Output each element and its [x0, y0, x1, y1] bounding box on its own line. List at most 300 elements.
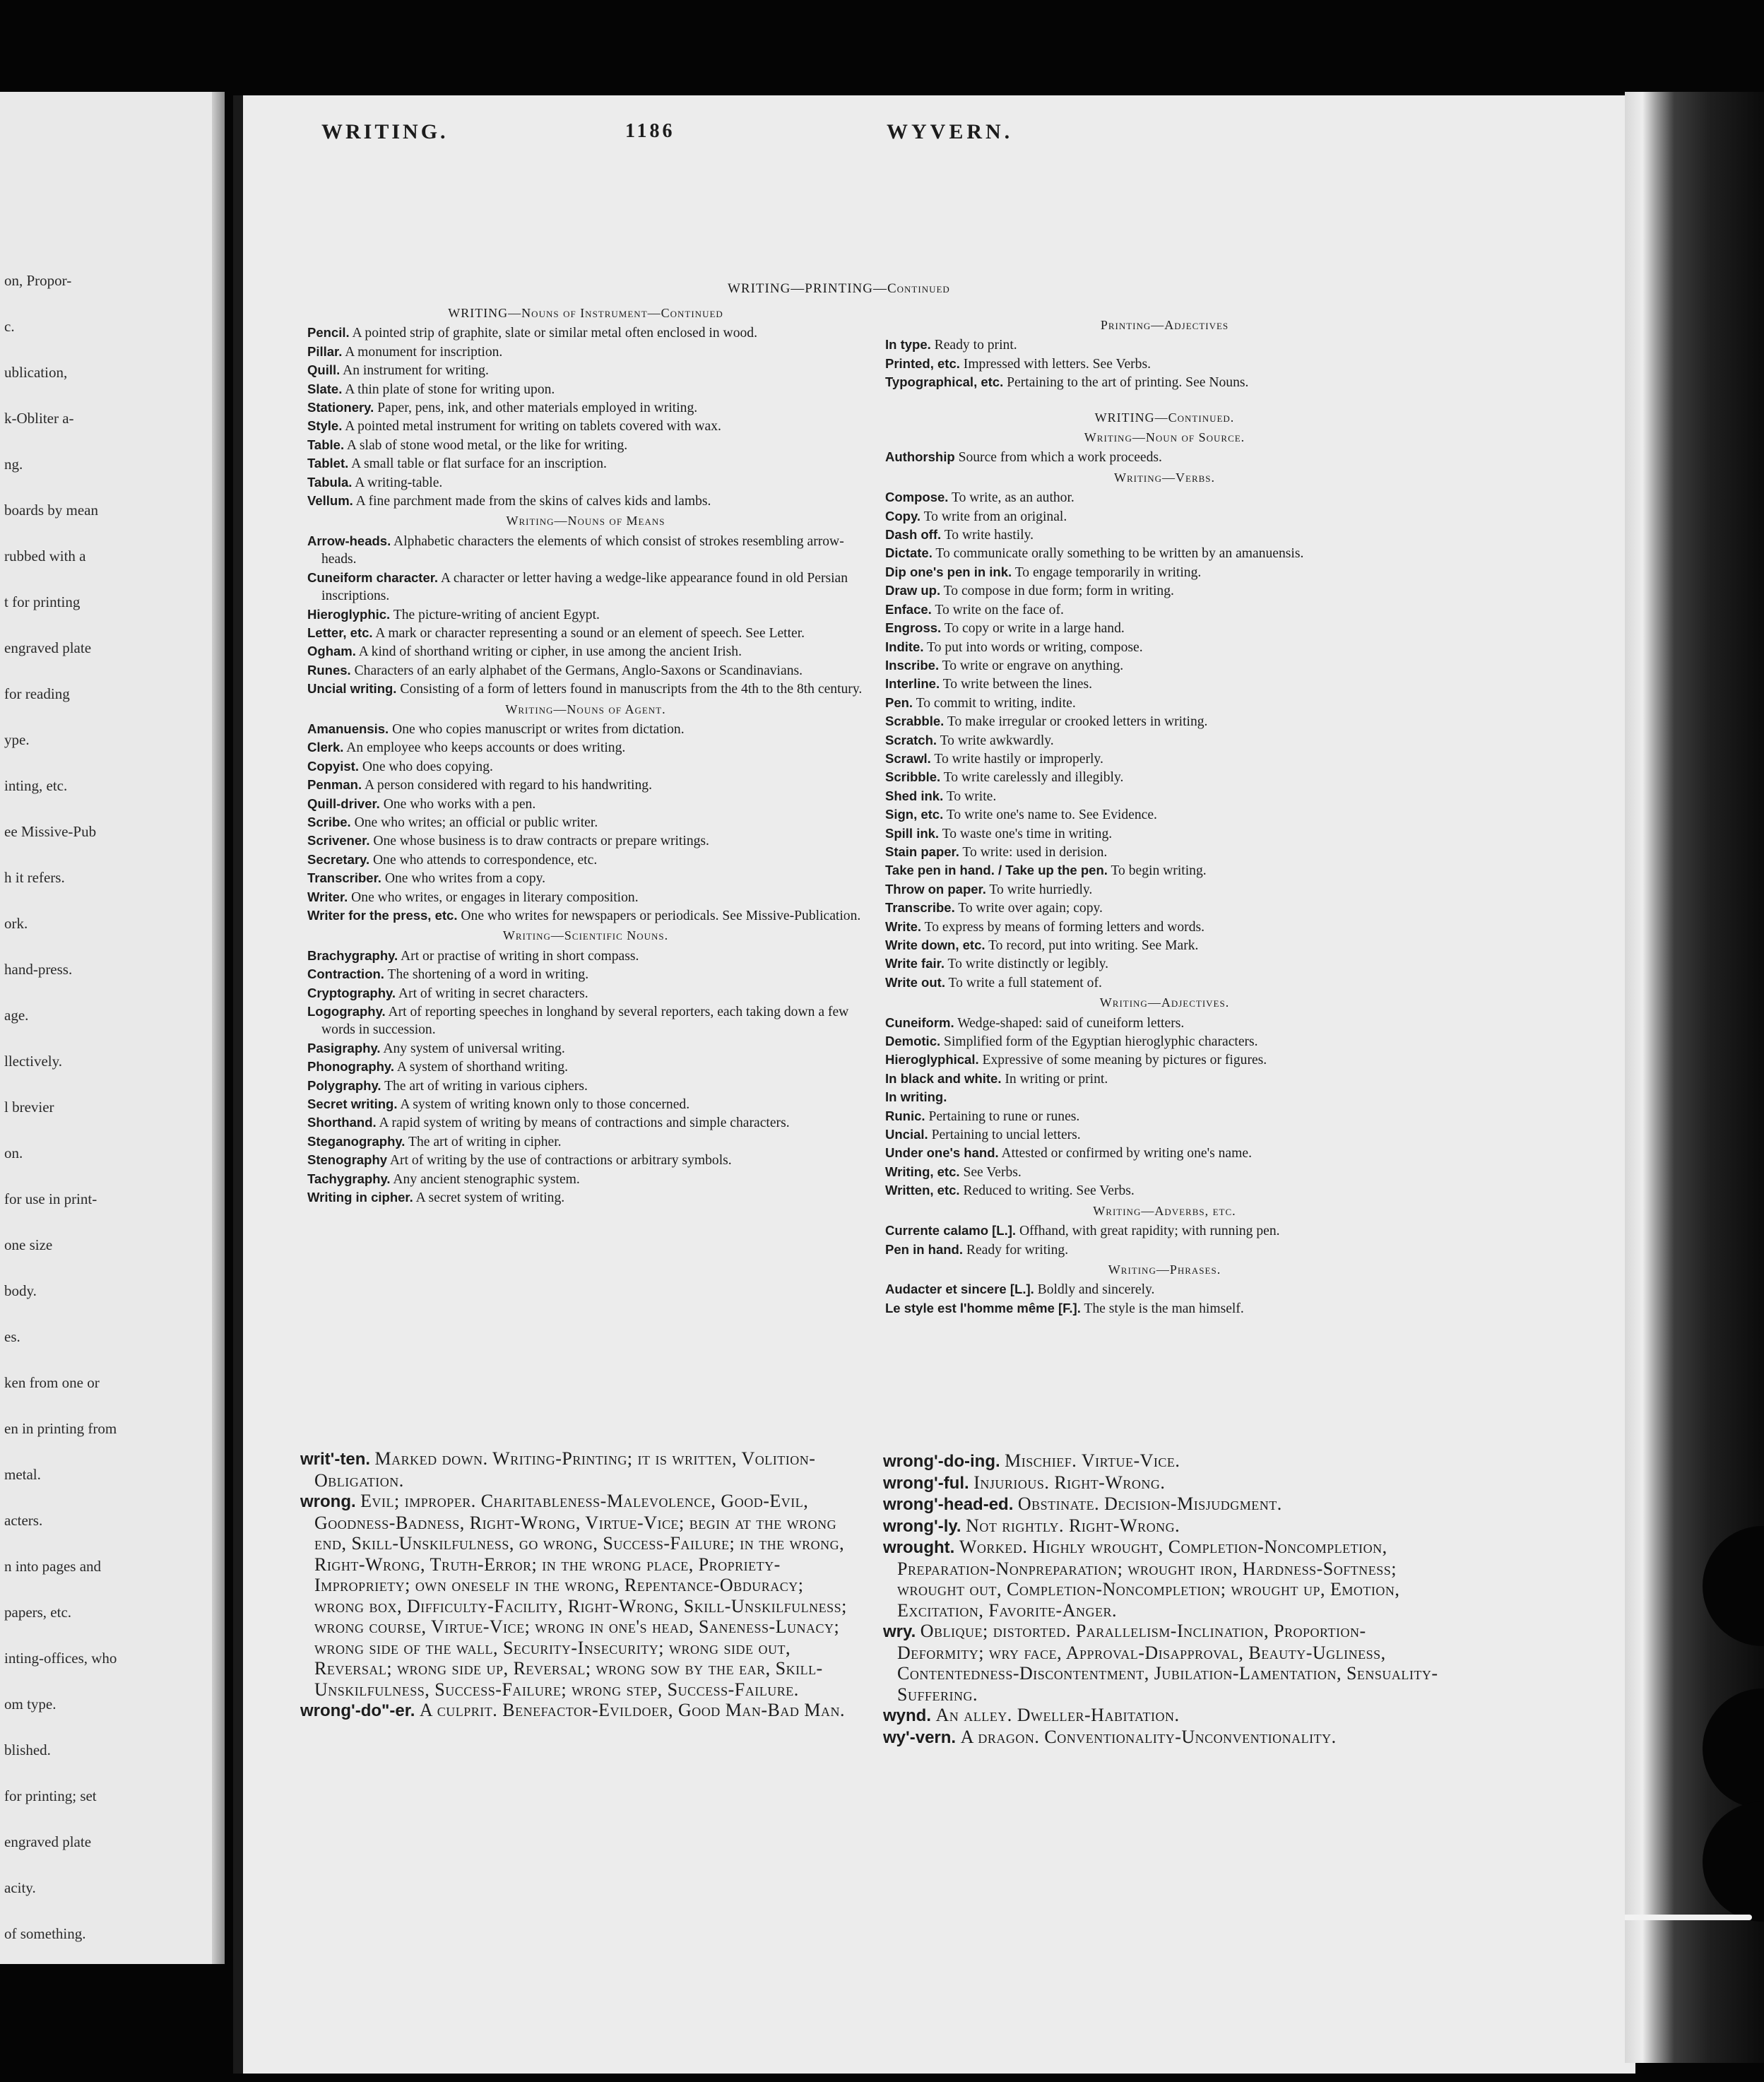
- entry-definition: A pointed strip of graphite, slate or similar metal often enclosed in wood.: [352, 326, 757, 341]
- column-right: [885, 314, 1444, 1318]
- entry-term: Style.: [307, 418, 343, 434]
- dictionary-entry: [307, 1132, 864, 1151]
- entry-term: Pencil.: [307, 325, 350, 341]
- entry-definition: To write carelessly and illegibly.: [943, 770, 1124, 786]
- dictionary-entry: [885, 448, 1444, 466]
- dictionary-entry: [885, 787, 1444, 805]
- facing-page-fragment: age.: [4, 1007, 29, 1024]
- dictionary-entry: [307, 454, 864, 473]
- entry-term: Arrow-heads.: [307, 533, 391, 548]
- entry-definition: A pointed metal instrument for writing on tablets covered with wax.: [345, 419, 721, 434]
- headword-entry: [883, 1727, 1448, 1749]
- entry-definition: One who copies manuscript or writes from dictation.: [392, 721, 685, 737]
- entry-term: Brachygraphy.: [307, 947, 398, 963]
- entry-definition: To commit to writing, indite.: [916, 695, 1076, 711]
- entry-definition: One who writes for newspapers or periodicals. See Missive-Publication.: [461, 909, 861, 923]
- cross-reference-text: Not rightly. Right-Wrong.: [966, 1515, 1180, 1536]
- entry-term: Pen in hand.: [885, 1241, 963, 1257]
- entry-term: Polygraphy.: [307, 1077, 381, 1093]
- entry-term: Write out.: [885, 974, 945, 990]
- facing-page-fragment: l brevier: [4, 1099, 54, 1116]
- entry-definition: A slab of stone wood metal, or the like for writing.: [346, 437, 628, 453]
- dictionary-entry: [885, 526, 1444, 544]
- main-entries-right: [883, 1450, 1448, 1748]
- facing-page: [0, 92, 225, 1964]
- cross-reference-text: Marked down. Writing-Printing; it is written, Volition-Obligation.: [314, 1448, 816, 1491]
- dictionary-entry: [307, 1058, 864, 1076]
- entry-definition: To write: used in derision.: [962, 844, 1108, 860]
- dictionary-entry: [307, 1151, 864, 1169]
- entry-term: Enface.: [885, 601, 932, 617]
- entry-term: Logography.: [307, 1004, 386, 1019]
- dictionary-entry: [885, 563, 1444, 581]
- headword: wrong'-ful.: [883, 1473, 969, 1493]
- facing-page-fragment: n into pages and: [4, 1558, 102, 1575]
- page-marker: [1625, 1915, 1752, 1920]
- entry-term: Demotic.: [885, 1034, 941, 1049]
- entry-definition: One who works with a pen.: [383, 796, 536, 812]
- headword-entry: [300, 1700, 851, 1722]
- entry-term: Engross.: [885, 620, 942, 636]
- entry-definition: The style is the man himself.: [1084, 1301, 1244, 1316]
- dictionary-entry: [307, 888, 864, 906]
- dictionary-entry: [307, 661, 864, 680]
- entry-definition: Expressive of some meaning by pictures or figures.: [982, 1053, 1267, 1068]
- headword: wrong.: [300, 1492, 356, 1511]
- thumb-index-tab[interactable]: [1703, 1688, 1764, 1809]
- dictionary-entry: [885, 1014, 1444, 1032]
- entry-term: Draw up.: [885, 583, 941, 598]
- entry-term: Secretary.: [307, 851, 370, 867]
- thumb-index-tab[interactable]: [1703, 1802, 1764, 1922]
- entry-term: Dip one's pen in ink.: [885, 564, 1012, 579]
- entry-definition: To compose in due form; form in writing.: [943, 584, 1174, 599]
- entry-definition: Paper, pens, ink, and other materials employed in writing.: [377, 401, 698, 416]
- entry-group: [885, 336, 1444, 391]
- entry-term: Scrivener.: [307, 833, 370, 848]
- entry-term: Spill ink.: [885, 825, 940, 841]
- entry-group: [885, 448, 1444, 466]
- entry-term: Scribble.: [885, 769, 941, 785]
- dictionary-entry: [885, 544, 1444, 562]
- cross-reference-text: Injurious. Right-Wrong.: [973, 1472, 1166, 1493]
- entry-term: Dictate.: [885, 545, 933, 561]
- headword: wrong'-ly.: [883, 1516, 961, 1536]
- dictionary-entry: [307, 965, 864, 983]
- entry-term: Runic.: [885, 1108, 925, 1123]
- entry-term: Clerk.: [307, 740, 344, 755]
- entry-definition: A system of writing known only to those concerned.: [400, 1097, 690, 1113]
- dictionary-entry: [885, 694, 1444, 712]
- dictionary-entry: [307, 1077, 864, 1095]
- entry-definition: A secret system of writing.: [415, 1190, 565, 1206]
- dictionary-entry: [307, 1002, 864, 1039]
- facing-page-fragment: for reading: [4, 685, 70, 702]
- dictionary-entry: [307, 851, 864, 869]
- page-number: 1186: [625, 120, 675, 142]
- cross-reference-text: An alley. Dweller-Habitation.: [935, 1705, 1180, 1725]
- entry-term: Indite.: [885, 639, 924, 654]
- dictionary-entry: [885, 1181, 1444, 1200]
- entry-term: Write down, etc.: [885, 938, 985, 952]
- facing-page-fragment: for printing; set: [4, 1787, 97, 1804]
- headword: wy'-vern.: [883, 1727, 957, 1747]
- entry-definition: To express by means of forming letters and words.: [924, 919, 1205, 935]
- entry-term: Amanuensis.: [307, 721, 389, 736]
- entry-definition: The art of writing in cipher.: [408, 1134, 562, 1149]
- facing-page-fragment: for use in print-: [4, 1190, 97, 1207]
- entry-term: Writer.: [307, 889, 348, 904]
- entry-term: Slate.: [307, 381, 343, 396]
- entry-definition: Offhand, with great rapidity; with running pen.: [1019, 1224, 1280, 1239]
- entry-definition: Any system of universal writing.: [383, 1041, 565, 1056]
- entry-term: Pasigraphy.: [307, 1040, 381, 1055]
- dictionary-entry: [307, 984, 864, 1002]
- facing-page-fragment: om type.: [4, 1696, 57, 1713]
- dictionary-entry: [885, 619, 1444, 637]
- entry-definition: Consisting of a form of letters found in manuscripts from the 4th to the 8th century.: [400, 682, 863, 697]
- entry-definition: Pertaining to the art of printing. See Nouns.: [1007, 375, 1249, 391]
- dictionary-entry: [307, 361, 864, 379]
- dictionary-entry: [885, 1241, 1444, 1259]
- entry-definition: A monument for inscription.: [345, 344, 503, 360]
- entry-definition: A mark or character representing a sound or an element of speech. See Letter.: [375, 625, 805, 641]
- entry-term: Scrabble.: [885, 714, 945, 729]
- entry-term: Writing in cipher.: [307, 1190, 413, 1205]
- dictionary-entry: [885, 675, 1444, 693]
- facing-page-fragment: c.: [4, 318, 15, 335]
- headword: wrought.: [883, 1538, 955, 1557]
- entry-definition: One whose business is to draw contracts or prepare writings.: [373, 834, 709, 849]
- entry-definition: Pertaining to rune or runes.: [928, 1108, 1080, 1124]
- dictionary-entry: [885, 355, 1444, 373]
- entry-term: Letter, etc.: [307, 625, 373, 640]
- entry-term: Currente calamo [L.].: [885, 1223, 1017, 1238]
- facing-page-fragment: blished.: [4, 1741, 51, 1758]
- entry-term: Stain paper.: [885, 844, 959, 859]
- entry-definition: To write one's name to. See Evidence.: [946, 808, 1157, 823]
- section-heading: Writing—Nouns of Agent.: [505, 702, 666, 716]
- dictionary-entry: [885, 731, 1444, 750]
- dictionary-entry: [307, 947, 864, 965]
- entry-definition: Ready for writing.: [966, 1242, 1069, 1258]
- entry-term: Sign, etc.: [885, 807, 944, 822]
- entry-term: Compose.: [885, 490, 949, 505]
- entry-term: Hieroglyphic.: [307, 606, 391, 622]
- dictionary-entry: [307, 680, 864, 698]
- entry-definition: A person considered with regard to his handwriting.: [364, 778, 652, 793]
- headword: wynd.: [883, 1706, 932, 1725]
- entry-definition: An instrument for writing.: [343, 363, 489, 379]
- entry-definition: To write hastily.: [944, 528, 1034, 543]
- dictionary-entry: [885, 750, 1444, 768]
- facing-page-fragment: ype.: [4, 731, 30, 748]
- entry-term: Contraction.: [307, 966, 384, 982]
- entry-definition: A fine parchment made from the skins of calves kids and lambs.: [355, 494, 711, 509]
- entry-term: Write.: [885, 918, 922, 934]
- dictionary-entry: [307, 1188, 864, 1207]
- dictionary-entry: [307, 776, 864, 794]
- entry-definition: See Verbs.: [963, 1164, 1022, 1180]
- dictionary-entry: [307, 1170, 864, 1188]
- facing-page-fragment: hand-press.: [4, 961, 73, 978]
- dictionary-entry: [885, 1280, 1444, 1299]
- entry-definition: To write over again; copy.: [958, 901, 1103, 916]
- entry-group: [307, 324, 864, 510]
- column-left: [307, 302, 864, 1207]
- entry-definition: To write awkwardly.: [940, 733, 1054, 748]
- dictionary-entry: [307, 473, 864, 492]
- entry-term: Hieroglyphical.: [885, 1052, 979, 1067]
- entry-definition: An employee who keeps accounts or does writing.: [346, 740, 626, 756]
- entry-group: [885, 488, 1444, 992]
- entry-term: Inscribe.: [885, 657, 940, 673]
- entry-definition: A character or letter having a wedge-like appearance found in old Persian inscriptions.: [321, 570, 848, 604]
- guide-word-left: WRITING.: [321, 120, 449, 143]
- entry-definition: Impressed with letters. See Verbs.: [963, 356, 1151, 372]
- headword-entry: [883, 1537, 1448, 1621]
- dictionary-entry: [885, 1107, 1444, 1125]
- dictionary-entry: [307, 380, 864, 398]
- entry-group: [307, 947, 864, 1207]
- entry-term: Under one's hand.: [885, 1145, 999, 1161]
- entry-definition: One who writes, or engages in literary composition.: [351, 889, 639, 905]
- entry-term: Cryptography.: [307, 985, 396, 1000]
- entry-definition: To write from an original.: [923, 509, 1067, 524]
- entry-definition: Attested or confirmed by writing one's name.: [1001, 1146, 1252, 1161]
- entry-definition: Simplified form of the Egyptian hieroglyphic characters.: [944, 1034, 1258, 1050]
- cross-reference-text: Evil; improper. Charitableness-Malevolence, Good-Evil, Goodness-Badness, Right-Wrong, Virtue-Vice; begin at the wrong end, Skill-Unskilfulness, go wrong, Success-Failure; in the wrong, Right-Wrong, Truth-Error; in the wrong place, Propriety-Impropriety; own oneself in the wrong, Repentance-Obduracy; wrong box, Difficulty-Facility, Right-Wrong, Skill-Unskilfulness; wrong course, Virtue-Vice; wrong in one's head, Saneness-Lunacy; wrong side of the wall, Security-Insecurity; wrong side out, Reversal; wrong side up, Reversal; wrong sow by the ear, Skill-Unskilfulness, Success-Failure; wrong step, Success-Failure.: [314, 1491, 847, 1700]
- dictionary-entry: [307, 757, 864, 776]
- entry-definition: To put into words or writing, compose.: [927, 639, 1143, 655]
- entry-definition: To write or engrave on anything.: [942, 658, 1124, 673]
- entry-term: Shed ink.: [885, 788, 944, 803]
- dictionary-entry: [307, 795, 864, 813]
- thumb-index-tab[interactable]: [1703, 1526, 1764, 1646]
- dictionary-entry: [307, 832, 864, 850]
- entry-term: Written, etc.: [885, 1183, 960, 1198]
- entry-definition: One who writes from a copy.: [384, 871, 546, 887]
- section-heading: Printing—Adjectives: [1100, 318, 1229, 332]
- dictionary-entry: [885, 488, 1444, 507]
- headword: wry.: [883, 1622, 916, 1641]
- facing-page-fragment: papers, etc.: [4, 1604, 72, 1621]
- entry-term: Copy.: [885, 508, 921, 524]
- entry-term: Tablet.: [307, 456, 349, 471]
- entry-term: Scribe.: [307, 814, 351, 829]
- cross-reference-text: A culprit. Benefactor-Evildoer, Good Man-Bad Man.: [419, 1700, 845, 1720]
- entry-definition: To write a full statement of.: [948, 975, 1102, 990]
- dictionary-entry: [885, 1125, 1444, 1144]
- entry-term: Writing, etc.: [885, 1164, 960, 1179]
- entry-term: Tachygraphy.: [307, 1171, 391, 1186]
- entry-term: Authorship: [885, 449, 955, 465]
- dictionary-entry: [885, 1299, 1444, 1318]
- headword: wrong'-head-ed.: [883, 1495, 1014, 1514]
- entry-definition: One who attends to correspondence, etc.: [373, 852, 598, 868]
- entry-definition: The art of writing in various ciphers.: [384, 1078, 588, 1094]
- entry-definition: Art or practise of writing in short compass.: [401, 948, 639, 964]
- dictionary-entry: [307, 869, 864, 887]
- cross-reference-text: A dragon. Conventionality-Unconventionality.: [960, 1726, 1337, 1747]
- entry-definition: Art of writing in secret characters.: [398, 986, 588, 1001]
- entry-definition: Characters of an early alphabet of the Germans, Anglo-Saxons or Scandinavians.: [354, 663, 803, 678]
- dictionary-entry: [885, 601, 1444, 619]
- dictionary-entry: [885, 843, 1444, 861]
- entry-term: Scratch.: [885, 732, 937, 747]
- headword-entry: [300, 1491, 851, 1700]
- dictionary-entry: [307, 720, 864, 738]
- entry-definition: To write distinctly or legibly.: [947, 957, 1109, 972]
- dictionary-entry: [307, 398, 864, 417]
- entry-definition: To record, put into writing. See Mark.: [988, 938, 1199, 953]
- entry-term: Le style est l'homme même [F.].: [885, 1300, 1081, 1315]
- entry-term: In type.: [885, 337, 931, 353]
- facing-page-fragment: ng.: [4, 456, 23, 473]
- headword-entry: [300, 1448, 851, 1491]
- facing-page-fragment: boards by mean: [4, 502, 98, 519]
- dictionary-entry: [885, 861, 1444, 880]
- entry-definition: A rapid system of writing by means of contractions and simple characters.: [379, 1116, 790, 1131]
- dictionary-entry: [307, 813, 864, 832]
- entry-term: Copyist.: [307, 758, 359, 774]
- dictionary-entry: [885, 974, 1444, 992]
- facing-page-fragment: acters.: [4, 1512, 43, 1529]
- entry-term: Table.: [307, 437, 345, 452]
- entry-term: Ogham.: [307, 644, 356, 659]
- entry-definition: Boldly and sincerely.: [1037, 1282, 1155, 1298]
- entry-term: Printed, etc.: [885, 355, 960, 371]
- dictionary-entry: [307, 1113, 864, 1132]
- dictionary-entry: [307, 642, 864, 661]
- facing-page-fragment: k-Obliter a-: [4, 410, 74, 427]
- entry-definition: Reduced to writing. See Verbs.: [963, 1183, 1135, 1199]
- cross-reference-text: Obstinate. Decision-Misjudgment.: [1017, 1494, 1282, 1514]
- entry-group: [307, 720, 864, 925]
- entry-definition: A system of shorthand writing.: [396, 1060, 569, 1075]
- entry-group: [307, 532, 864, 699]
- cross-reference-text: Mischief. Virtue-Vice.: [1005, 1450, 1180, 1471]
- entry-definition: In writing or print.: [1005, 1071, 1108, 1087]
- entry-definition: The shortening of a word in writing.: [387, 967, 589, 983]
- headword: writ'-ten.: [300, 1450, 371, 1469]
- dictionary-entry: [307, 906, 864, 925]
- entry-term: Typographical, etc.: [885, 374, 1004, 390]
- facing-page-fragment: inting, etc.: [4, 777, 68, 794]
- facing-page-fragment: on, Propor-: [4, 272, 72, 289]
- facing-page-fragment: of something.: [4, 1925, 86, 1942]
- dictionary-entry: [307, 492, 864, 510]
- dictionary-entry: [307, 569, 864, 605]
- cross-reference-text: Oblique; distorted. Parallelism-Inclination, Proportion-Deformity; wry face, Approval-Disapproval, Beauty-Ugliness, Contentedness-Discontentment, Jubilation-Lamentation, Sensuality-Suffering.: [897, 1621, 1438, 1705]
- entry-definition: To write, as an author.: [951, 490, 1075, 506]
- entry-term: Quill.: [307, 362, 341, 378]
- dictionary-entry: [885, 656, 1444, 675]
- facing-page-fragment: t for printing: [4, 593, 81, 610]
- headword-entry: [883, 1472, 1448, 1494]
- entry-term: Tabula.: [307, 474, 353, 490]
- entry-definition: A small table or flat surface for an inscription.: [351, 456, 607, 472]
- entry-term: Cuneiform character.: [307, 569, 439, 585]
- entry-term: Cuneiform.: [885, 1015, 954, 1030]
- facing-page-fragment: en in printing from: [4, 1420, 117, 1437]
- entry-definition: One who writes; an official or public writer.: [354, 815, 598, 830]
- dictionary-entry: [885, 507, 1444, 526]
- entry-definition: To begin writing.: [1111, 863, 1207, 879]
- entry-term: Runes.: [307, 662, 351, 678]
- section-heading: Writing—Adjectives.: [1099, 995, 1230, 1010]
- dictionary-entry: [307, 624, 864, 642]
- section-heading: Writing—Noun of Source.: [1084, 430, 1245, 445]
- facing-page-fragment: metal.: [4, 1466, 41, 1483]
- entry-definition: Any ancient stenographic system.: [393, 1171, 580, 1187]
- entry-definition: Art of reporting speeches in longhand by several reporters, each taking down a few words in succession.: [321, 1005, 849, 1038]
- dictionary-entry: [885, 1070, 1444, 1088]
- dictionary-entry: [885, 581, 1444, 600]
- cross-reference-text: Worked. Highly wrought, Completion-Noncompletion, Preparation-Nonpreparation; wrought iron, Hardness-Softness; wrought out, Completion-Noncompletion; wrought up, Emotion, Excitation, Favorite-Anger.: [897, 1537, 1400, 1621]
- entry-term: Audacter et sincere [L.].: [885, 1282, 1034, 1297]
- dictionary-entry: [885, 768, 1444, 786]
- entry-definition: To communicate orally something to be written by an amanuensis.: [935, 546, 1304, 562]
- dictionary-entry: [885, 805, 1444, 824]
- entry-definition: To write on the face of.: [935, 602, 1064, 617]
- dictionary-entry: [307, 1039, 864, 1058]
- entry-definition: Art of writing by the use of contractions or arbitrary symbols.: [389, 1153, 732, 1169]
- entry-definition: To write between the lines.: [942, 677, 1093, 692]
- entry-term: Pillar.: [307, 343, 343, 359]
- entry-term: Transcriber.: [307, 870, 381, 886]
- entry-term: Uncial.: [885, 1127, 928, 1142]
- headword-entry: [883, 1705, 1448, 1727]
- facing-page-fragment: es.: [4, 1328, 20, 1345]
- headword-entry: [883, 1621, 1448, 1705]
- dictionary-entry: [885, 336, 1444, 354]
- entry-term: Stationery.: [307, 400, 374, 415]
- facing-page-fragment: on.: [4, 1144, 23, 1161]
- entry-group: [885, 1280, 1444, 1318]
- section-heading: Writing—Nouns of Means: [506, 514, 665, 528]
- dictionary-entry: [307, 1095, 864, 1113]
- section-heading: Writing—Adverbs, etc.: [1093, 1203, 1236, 1218]
- dictionary-entry: [885, 824, 1444, 843]
- entry-group: [885, 1222, 1444, 1259]
- section-heading: Writing—Verbs.: [1113, 470, 1216, 485]
- dictionary-entry: [885, 638, 1444, 656]
- dictionary-entry: [307, 436, 864, 454]
- dictionary-entry: [307, 324, 864, 342]
- headword-entry: [883, 1450, 1448, 1472]
- entry-term: Write fair.: [885, 956, 945, 971]
- section-heading: WRITING—Nouns of Instrument—Continued: [448, 306, 723, 320]
- page-edge-thumb-index: [1625, 92, 1764, 2063]
- section-heading: Writing—Phrases.: [1108, 1262, 1221, 1277]
- entry-term: Pen.: [885, 694, 913, 710]
- entry-definition: To write hurriedly.: [989, 882, 1093, 897]
- entry-definition: A writing-table.: [355, 475, 443, 490]
- entry-term: Vellum.: [307, 493, 353, 509]
- entry-definition: Wedge-shaped: said of cuneiform letters.: [957, 1015, 1185, 1031]
- dictionary-entry: [307, 605, 864, 624]
- dictionary-entry: [885, 1051, 1444, 1069]
- entry-definition: To copy or write in a large hand.: [944, 621, 1125, 637]
- facing-page-fragment: llectively.: [4, 1053, 63, 1070]
- entry-definition: The picture-writing of ancient Egypt.: [393, 607, 600, 622]
- entry-definition: To engage temporarily in writing.: [1014, 564, 1202, 580]
- entry-term: In black and white.: [885, 1070, 1002, 1086]
- entry-definition: To make irregular or crooked letters in writing.: [947, 714, 1208, 730]
- entry-definition: Alphabetic characters the elements of which consist of strokes resembling arrow-heads.: [321, 533, 844, 567]
- facing-page-fragment: engraved plate: [4, 1833, 92, 1850]
